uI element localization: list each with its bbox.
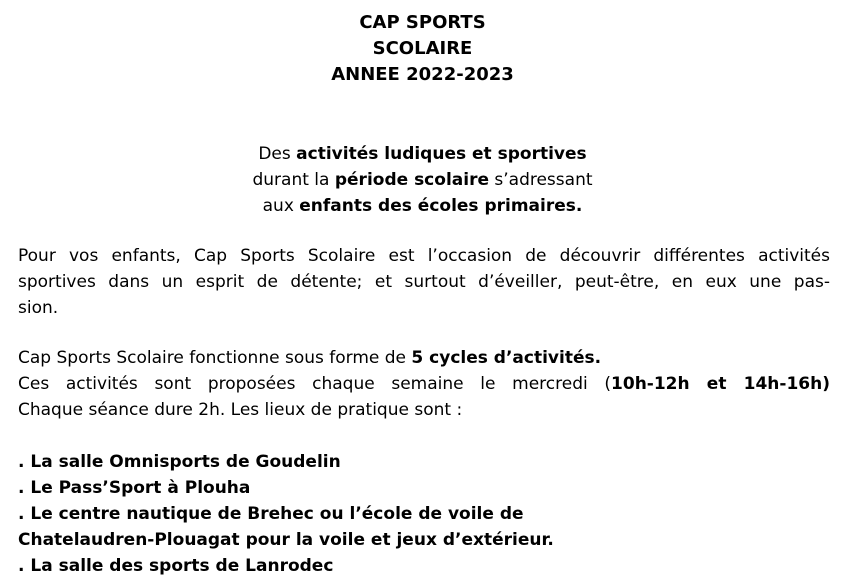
venue-item: . La salle Omnisports de Goudelin (18, 452, 341, 472)
venue-item: . Le centre nautique de Brehec ou l’école de voile de (18, 504, 524, 524)
title-line-3: ANNEE 2022-2023 (331, 64, 514, 85)
paragraph-line: Chaque séance dure 2h. Les lieux de pratique sont : (18, 400, 463, 420)
venue-list (18, 449, 830, 579)
cycles-emphasis: 5 cycles d’activités. (411, 348, 602, 368)
title-line-2: SCOLAIRE (372, 38, 473, 59)
intro-emphasis: enfants des écoles primaires. (299, 196, 583, 216)
paragraph-text-part: Ces activités sont proposées chaque semaine le mercredi ( (18, 374, 612, 394)
paragraph-line (18, 345, 830, 371)
intro-text-part: s’adressant (488, 170, 593, 190)
paragraph-line: sion. (18, 298, 59, 318)
intro-line-3 (0, 193, 845, 219)
paragraph-line: sportives dans un esprit de détente; et surtout d’éveiller, peut-être, en eux une pas- (18, 272, 830, 292)
paragraph-line: Pour vos enfants, Cap Sports Scolaire est l’occasion de découvrir différentes activités (18, 246, 830, 266)
intro-line-1 (0, 141, 845, 167)
paragraph-schedule (18, 345, 830, 423)
document-title (0, 10, 845, 88)
intro-emphasis: période scolaire (334, 170, 489, 190)
intro-emphasis: activités ludiques et sportives (296, 144, 587, 164)
hours-emphasis: 10h-12h et 14h-16h) (611, 374, 830, 394)
intro-text-part: aux (262, 196, 300, 216)
venue-item: . Le Pass’Sport à Plouha (18, 478, 251, 498)
intro-text-part: durant la (252, 170, 335, 190)
intro-line-2 (0, 167, 845, 193)
paragraph-description (18, 243, 830, 321)
intro-text (0, 141, 845, 219)
paragraph-text-part: Cap Sports Scolaire fonctionne sous forme de (18, 348, 412, 368)
paragraph-line (18, 371, 830, 397)
venue-item: Chatelaudren-Plouagat pour la voile et jeux d’extérieur. (18, 530, 554, 550)
title-line-1: CAP SPORTS (359, 12, 486, 33)
venue-item: . La salle des sports de Lanrodec (18, 556, 334, 576)
intro-text-part: Des (258, 144, 297, 164)
